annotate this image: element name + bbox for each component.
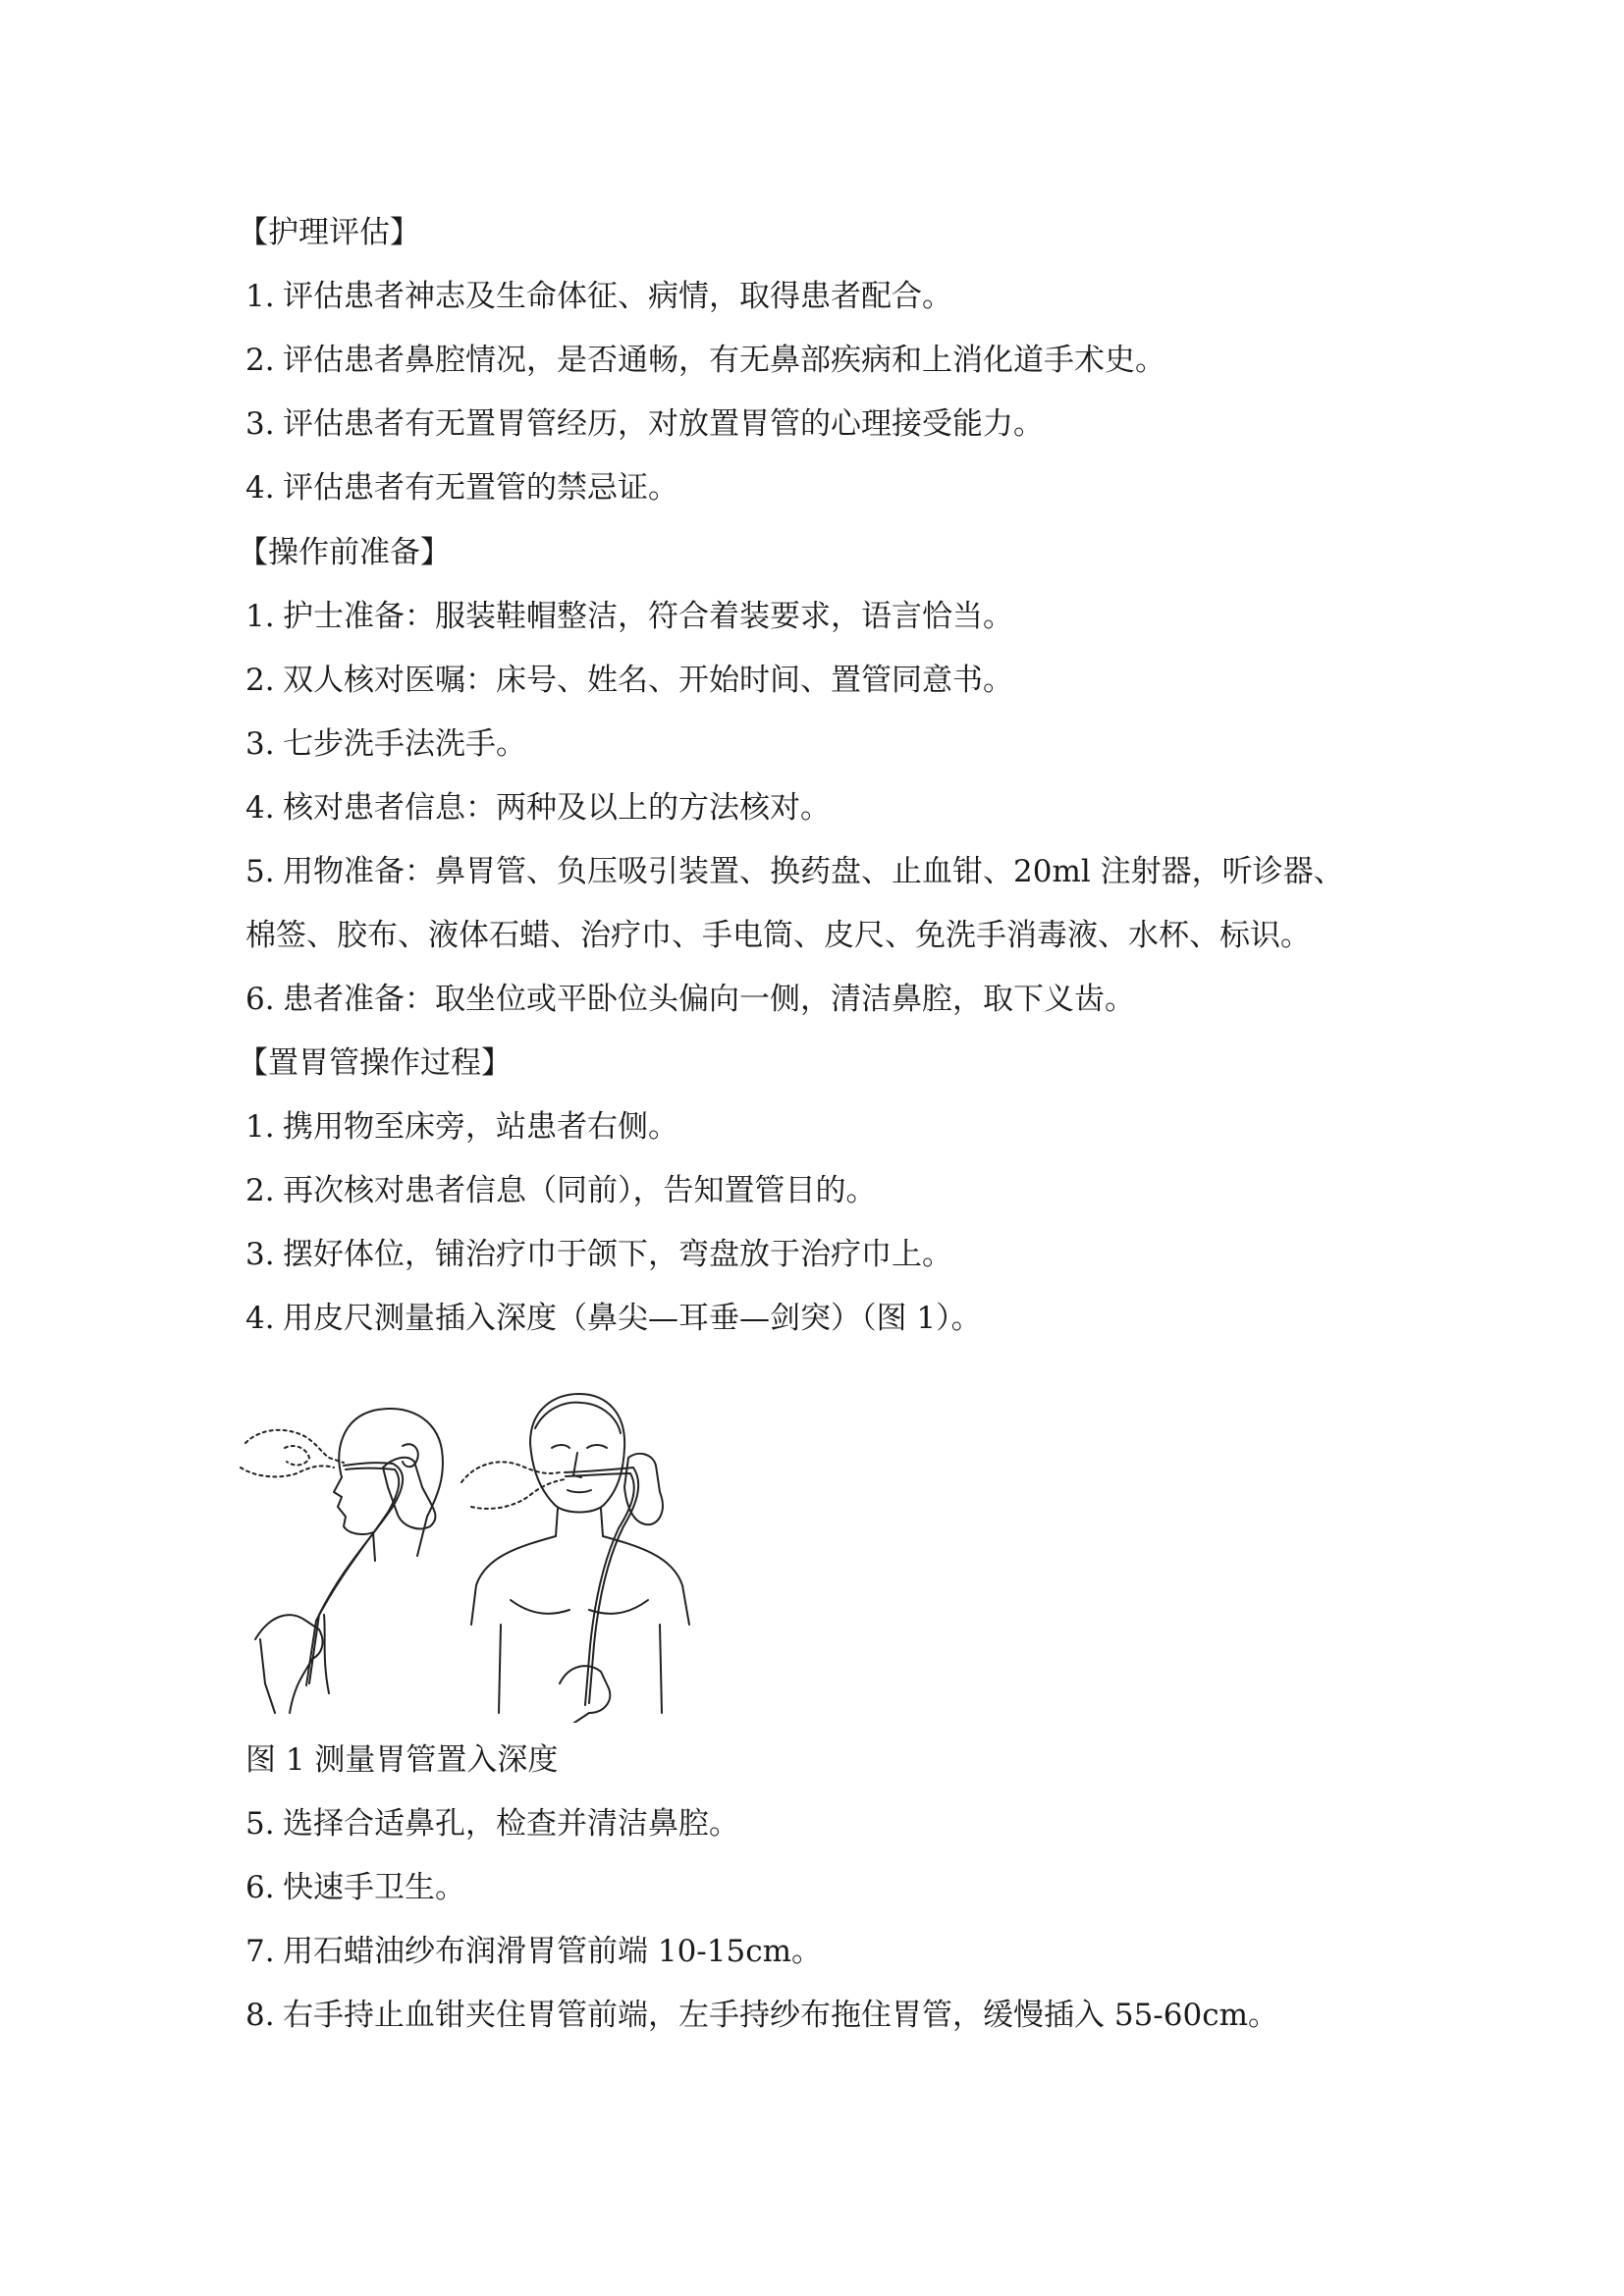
item-text: 双人核对医嘱：床号、姓名、开始时间、置管同意书。 bbox=[283, 663, 1013, 698]
list-item bbox=[245, 1804, 739, 1843]
item-number: 4. bbox=[245, 470, 275, 506]
section-heading-preparation: 【操作前准备】 bbox=[238, 535, 451, 570]
item-number: 7. bbox=[245, 1934, 275, 1969]
front-torso bbox=[499, 1625, 662, 1713]
item-text: 七步洗手法洗手。 bbox=[283, 726, 526, 762]
item-text: 用皮尺测量插入深度（鼻尖—耳垂—剑突）（图 1）。 bbox=[283, 1301, 982, 1336]
item-text: 再次核对患者信息（同前），告知置管目的。 bbox=[283, 1173, 877, 1208]
item-number: 3. bbox=[245, 1237, 275, 1272]
item-number: 2. bbox=[245, 1173, 275, 1208]
item-text: 患者准备：取坐位或平卧位头偏向一侧，清洁鼻腔，取下义齿。 bbox=[283, 982, 1135, 1017]
item-text: 携用物至床旁，站患者右侧。 bbox=[283, 1109, 678, 1145]
list-item bbox=[245, 661, 1013, 700]
item-number: 3. bbox=[245, 406, 275, 442]
item-number: 6. bbox=[245, 982, 275, 1017]
item-text: 用物准备：鼻胃管、负压吸引装置、换药盘、止血钳、20ml 注射器，听诊器、 bbox=[283, 854, 1344, 889]
item-number: 3. bbox=[245, 726, 275, 762]
figure-illustration bbox=[236, 1389, 766, 1723]
item-number: 2. bbox=[245, 343, 275, 378]
front-chest bbox=[511, 1600, 648, 1614]
list-item bbox=[245, 1235, 952, 1274]
figure-caption: 图 1 测量胃管置入深度 bbox=[245, 1742, 559, 1778]
measuring-tube-3 bbox=[324, 1615, 329, 1693]
list-item bbox=[245, 597, 1013, 636]
front-bottom-hand bbox=[560, 1666, 610, 1723]
list-item bbox=[245, 1171, 877, 1210]
list-item bbox=[245, 1107, 678, 1147]
item-text: 摆好体位，铺治疗巾于颌下，弯盘放于治疗巾上。 bbox=[283, 1237, 952, 1272]
item-number: 5. bbox=[245, 1806, 275, 1842]
item-text: 右手持止血钳夹住胃管前端，左手持纱布拖住胃管，缓慢插入 55-60cm。 bbox=[283, 1998, 1278, 2033]
list-item bbox=[245, 1299, 982, 1338]
illustration-measuring-tube bbox=[236, 1389, 766, 1723]
item-text: 评估患者有无置胃管经历，对放置胃管的心理接受能力。 bbox=[283, 406, 1044, 442]
list-item-continuation: 棉签、胶布、液体石蜡、治疗巾、手电筒、皮尺、免洗手消毒液、水杯、标识。 bbox=[245, 918, 1311, 953]
front-hair bbox=[535, 1403, 621, 1433]
item-number: 1. bbox=[245, 1109, 275, 1145]
list-item bbox=[245, 980, 1135, 1019]
list-item bbox=[245, 277, 952, 316]
item-text: 护士准备：服装鞋帽整洁，符合着装要求，语言恰当。 bbox=[283, 599, 1013, 634]
front-dotted-hand bbox=[461, 1462, 560, 1482]
list-item bbox=[245, 404, 1044, 444]
item-text: 评估患者鼻腔情况，是否通畅，有无鼻部疾病和上消化道手术史。 bbox=[283, 343, 1165, 378]
item-text: 用石蜡油纱布润滑胃管前端 10-15cm。 bbox=[283, 1934, 822, 1969]
list-item bbox=[245, 724, 526, 764]
left-hand-dotted-3 bbox=[285, 1446, 309, 1465]
item-text: 选择合适鼻孔，检查并清洁鼻腔。 bbox=[283, 1806, 739, 1842]
item-text: 评估患者有无置管的禁忌证。 bbox=[283, 470, 678, 506]
list-item bbox=[245, 1996, 1278, 2035]
item-number: 2. bbox=[245, 663, 275, 698]
measuring-tube-1 bbox=[309, 1463, 403, 1683]
list-item bbox=[245, 1868, 465, 1907]
list-item bbox=[245, 852, 1344, 891]
list-item bbox=[245, 1932, 822, 1971]
item-number: 4. bbox=[245, 790, 275, 826]
front-dotted-hand-2 bbox=[471, 1479, 565, 1509]
left-hand-dotted-2 bbox=[241, 1466, 334, 1476]
front-nose bbox=[573, 1453, 581, 1477]
item-number: 1. bbox=[245, 599, 275, 634]
item-number: 5. bbox=[245, 854, 275, 889]
list-item bbox=[245, 788, 831, 828]
item-number: 4. bbox=[245, 1301, 275, 1336]
section-heading-assessment: 【护理评估】 bbox=[238, 215, 420, 250]
profile-face bbox=[334, 1477, 375, 1561]
item-number: 6. bbox=[245, 1870, 275, 1905]
item-text: 核对患者信息：两种及以上的方法核对。 bbox=[283, 790, 831, 826]
front-eyes bbox=[552, 1445, 607, 1448]
item-number: 1. bbox=[245, 279, 275, 314]
front-shoulders bbox=[471, 1536, 689, 1625]
list-item bbox=[245, 468, 678, 507]
item-text: 评估患者神志及生命体征、病情，取得患者配合。 bbox=[283, 279, 952, 314]
section-heading-procedure: 【置胃管操作过程】 bbox=[238, 1045, 512, 1081]
item-number: 8. bbox=[245, 1998, 275, 2033]
front-mouth bbox=[568, 1490, 591, 1492]
item-text: 快速手卫生。 bbox=[283, 1870, 465, 1905]
list-item bbox=[245, 341, 1165, 380]
